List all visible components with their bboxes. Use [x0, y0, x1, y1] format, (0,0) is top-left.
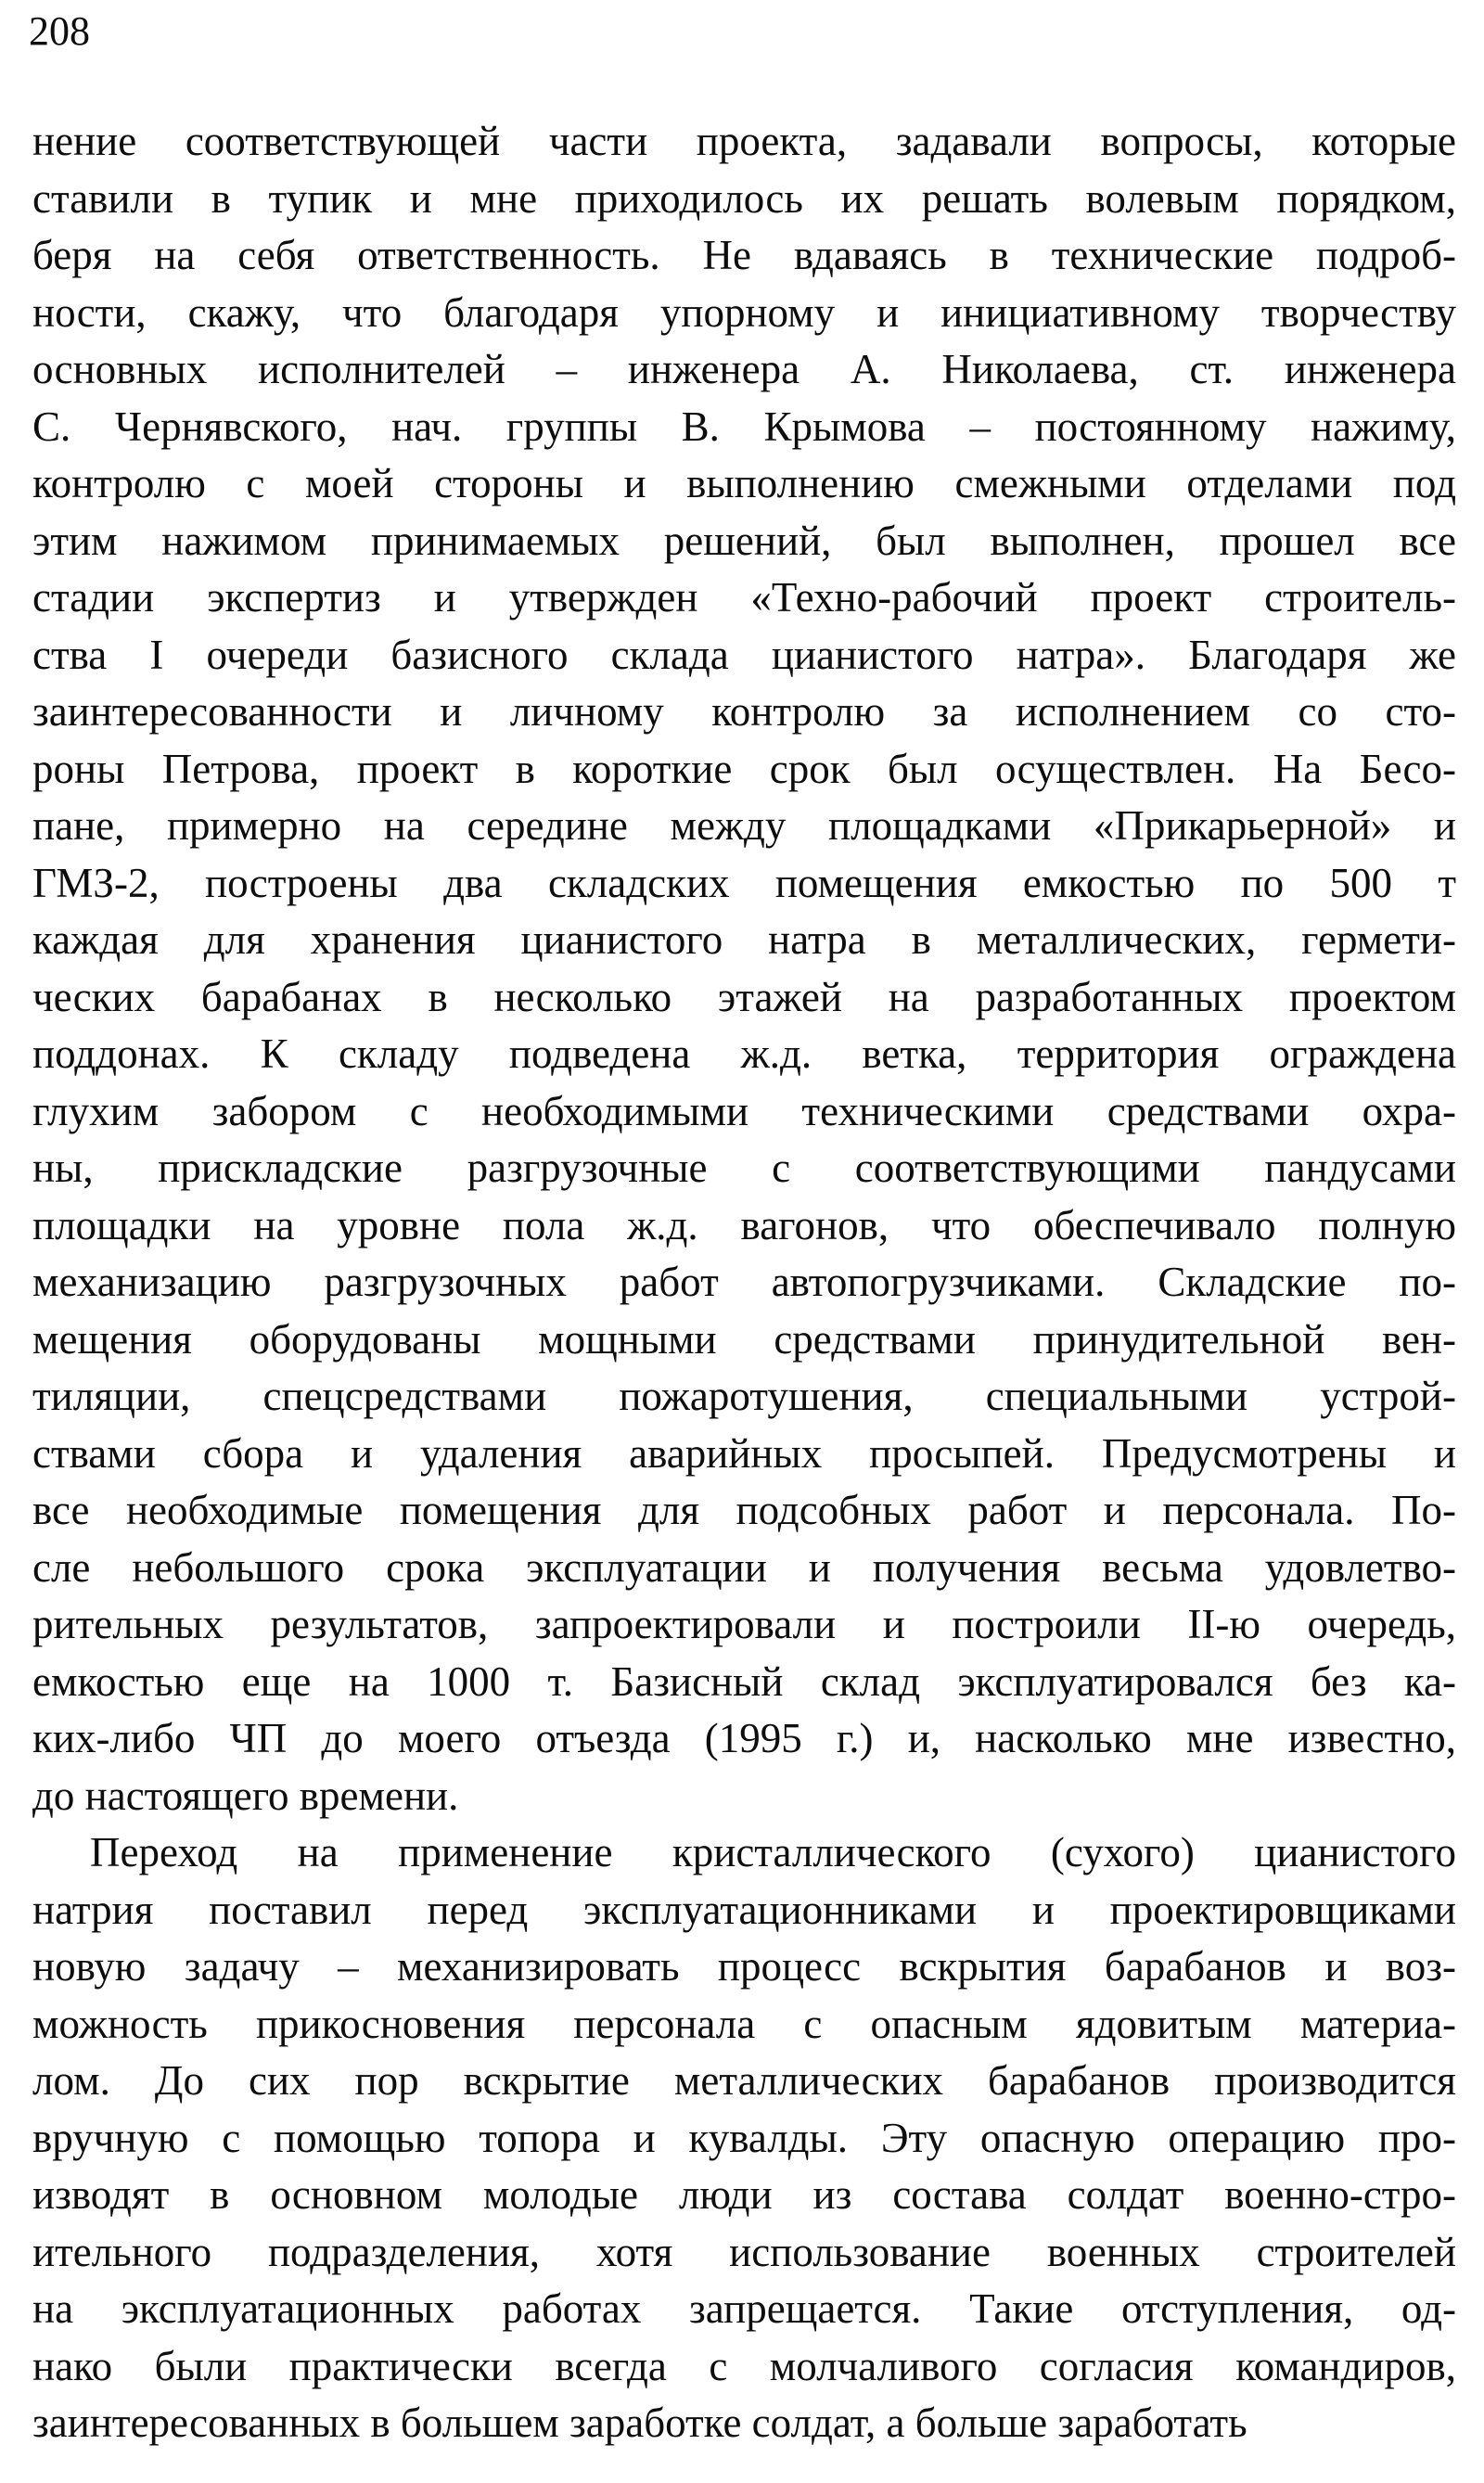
text-line: лом. До сих пор вскрытие металлических барабанов производится [32, 2057, 1456, 2104]
text-line: ческих барабанах в несколько этажей на разработанных проектом [32, 973, 1456, 1020]
text-line: стадии экспертиз и утвержден «Техно-рабочий проект строитель- [32, 574, 1456, 621]
text-line: нение соответствующей части проекта, задавали вопросы, которые [32, 118, 1456, 164]
text-line: вручную с помощью топора и кувалды. Эту опасную операцию про- [32, 2114, 1456, 2161]
text-line: ны, прискладские разгрузочные с соответствующими пандусами [32, 1145, 1456, 1191]
paragraph [32, 1824, 1456, 2452]
text-line: сле небольшого срока эксплуатации и получения весьма удовлетво- [32, 1543, 1456, 1591]
text-line: пане, примерно на середине между площадками «Прикарьерной» и [32, 802, 1456, 849]
text-line: каждая для хранения цианистого натра в металлических, гермети- [32, 916, 1456, 963]
text-line: роны Петрова, проект в короткие срок был осуществлен. На Бесо- [32, 745, 1456, 792]
text-line: тиляции, спецсредствами пожаротушения, специальными устрой- [32, 1373, 1456, 1419]
text-line: заинтересованных в большем заработке солдат, а больше заработать [32, 2400, 1247, 2446]
text-line: С. Чернявского, нач. группы В. Крымова – постоянному нажиму, [32, 403, 1456, 450]
text-line: контролю с моей стороны и выполнению смежными отделами под [32, 460, 1456, 506]
text-line: новую задачу – механизировать процесс вскрытия барабанов и воз- [32, 1943, 1456, 1990]
text-line: изводят в основном молодые люди из состава солдат военно-стро- [32, 2171, 1456, 2218]
text-line: заинтересованности и личному контролю за исполнением со сто- [32, 688, 1456, 735]
text-line: мещения оборудованы мощными средствами принудительной вен- [32, 1315, 1456, 1363]
text-line: поддонах. К складу подведена ж.д. ветка, территория ограждена [32, 1030, 1456, 1077]
text-line: рительных результатов, запроектировали и построили II-ю очередь, [32, 1601, 1456, 1647]
text-line: нако были практически всегда с молчаливого согласия командиров, [32, 2342, 1456, 2389]
text-line: ставили в тупик и мне приходилось их решать волевым порядком, [32, 174, 1456, 222]
text-line: Переход на применение кристаллического (сухого) цианистого [90, 1829, 1456, 1875]
text-line: ГМЗ-2, построены два складских помещения емкостью по 500 т [32, 859, 1456, 906]
page-number: 208 [29, 8, 90, 54]
text-line: все необходимые помещения для подсобных работ и персонала. По- [32, 1487, 1456, 1533]
text-line: площадки на уровне пола ж.д. вагонов, что обеспечивало полную [32, 1201, 1456, 1248]
text-line: глухим забором с необходимыми техническими средствами охра- [32, 1087, 1456, 1134]
text-line: ительного подразделения, хотя использование военных строителей [32, 2228, 1456, 2275]
text-line: этим нажимом принимаемых решений, был выполнен, прошел все [32, 517, 1456, 564]
text-line: натрия поставил перед эксплуатационниками и проектировщиками [32, 1886, 1456, 1933]
text-line: ности, скажу, что благодаря упорному и инициативному творчеству [32, 288, 1456, 336]
paragraph [32, 113, 1456, 1824]
text-line: ствами сбора и удаления аварийных просыпей. Предусмотрены и [32, 1429, 1456, 1477]
text-line: ких-либо ЧП до моего отъезда (1995 г.) и, насколько мне известно, [32, 1715, 1456, 1761]
text-line: механизацию разгрузочных работ автопогрузчиками. Складские по- [32, 1259, 1456, 1305]
text-line: основных исполнителей – инженера А. Николаева, ст. инженера [32, 346, 1456, 392]
page-body [32, 113, 1456, 2452]
text-line: на эксплуатационных работах запрещается. Такие отступления, од- [32, 2285, 1456, 2332]
text-line: можность прикосновения персонала с опасным ядовитым материа- [32, 2000, 1456, 2047]
text-line: беря на себя ответственность. Не вдаваясь в технические подроб- [32, 232, 1456, 278]
text-line: до настоящего времени. [32, 1772, 459, 1819]
text-line: ства I очереди базисного склада цианистого натра». Благодаря же [32, 631, 1456, 678]
text-line: емкостью еще на 1000 т. Базисный склад эксплуатировался без ка- [32, 1657, 1456, 1705]
